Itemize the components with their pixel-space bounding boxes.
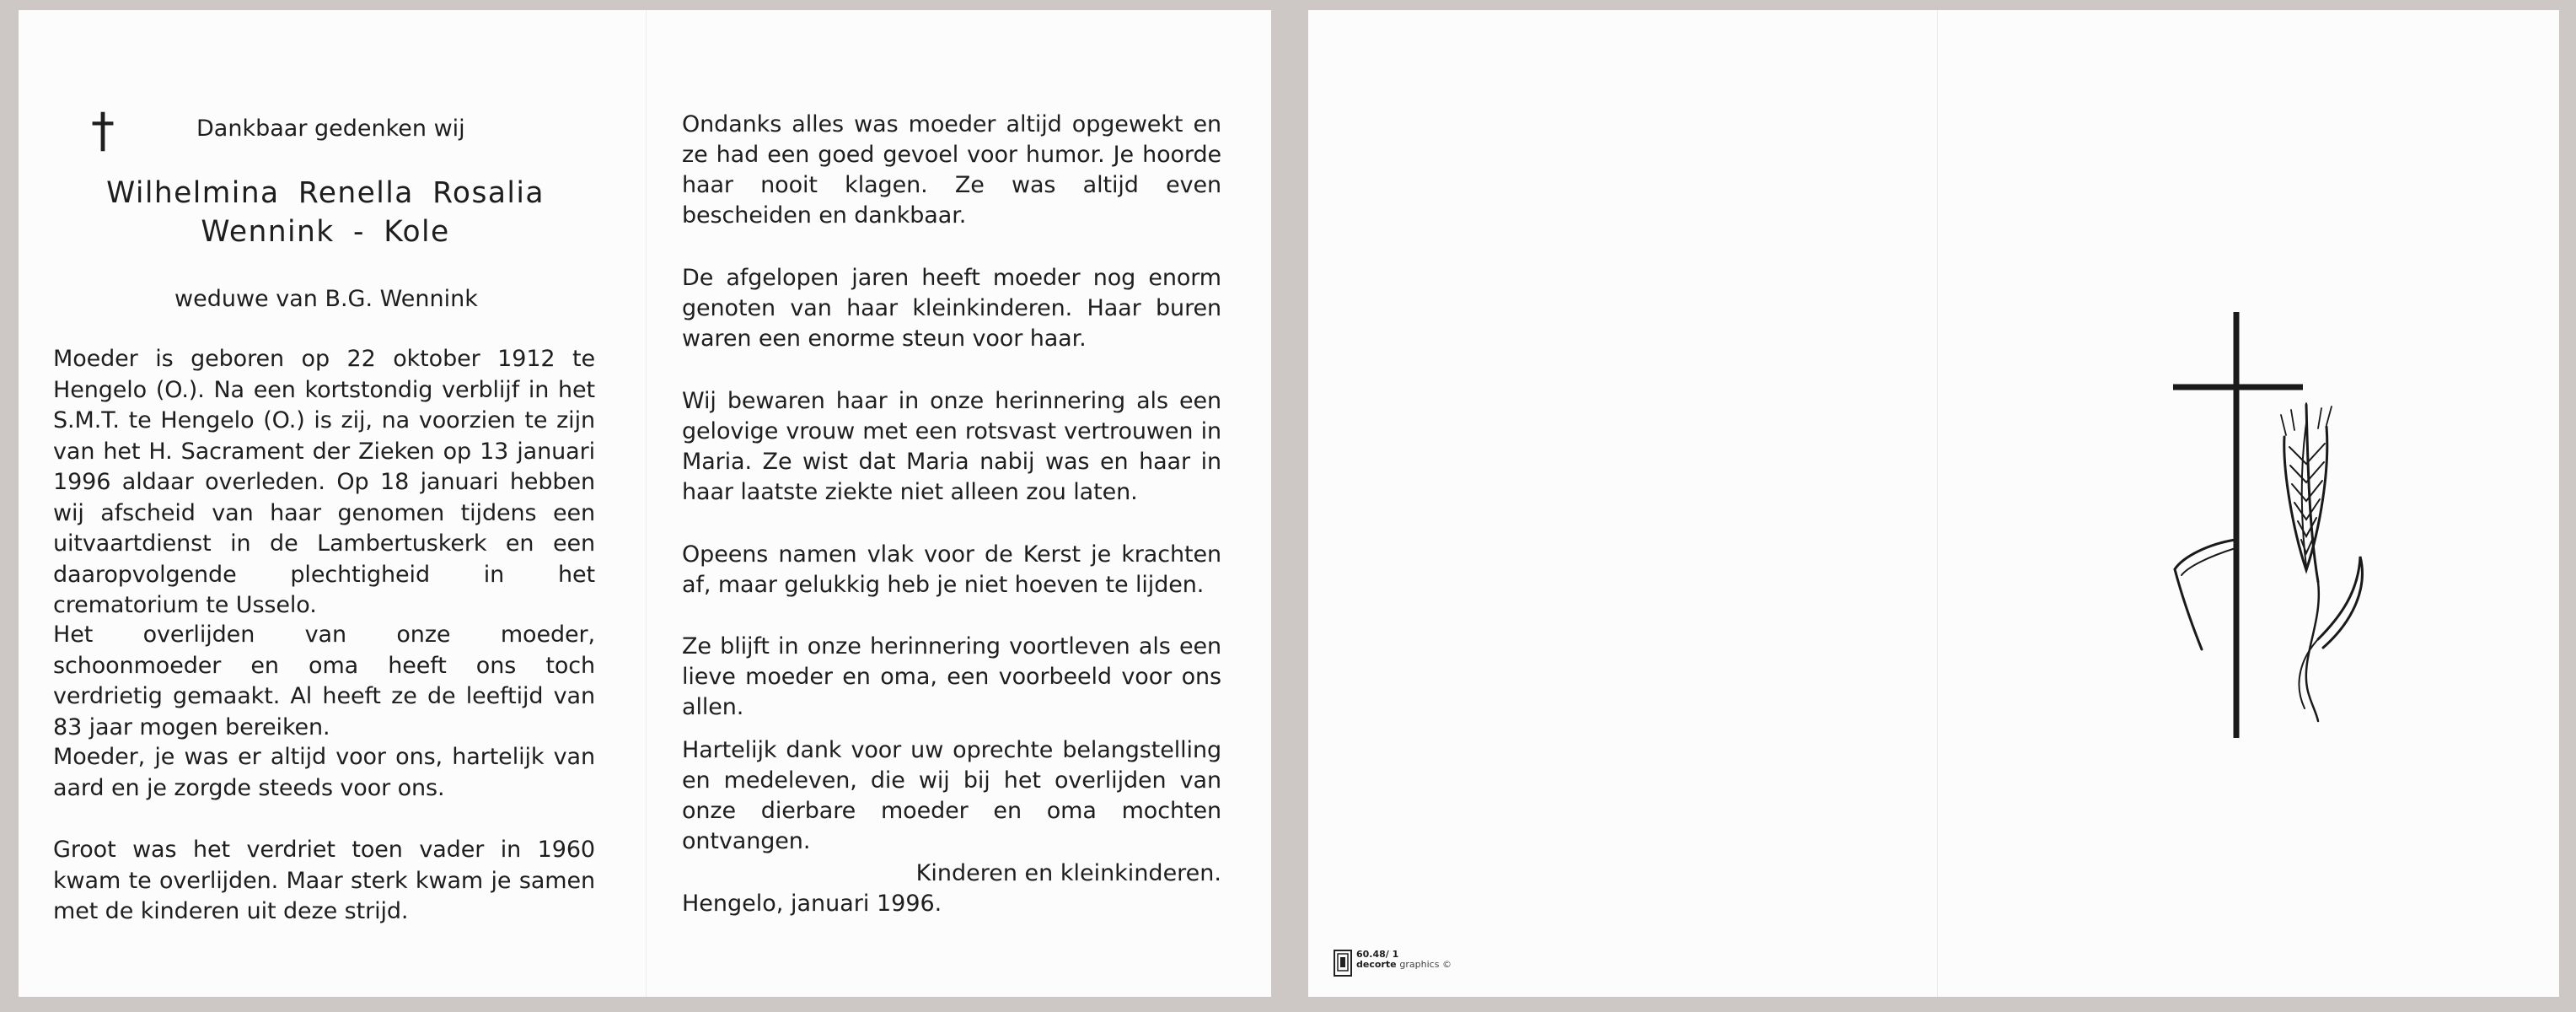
deceased-surname: Wennink - Kole <box>201 215 450 249</box>
printer-code: 60.48/ 1 <box>1356 949 1399 960</box>
printer-logo-icon <box>1334 950 1352 977</box>
fold-line <box>646 10 647 997</box>
obituary-paragraph: Ondanks alles was moeder altijd opgewekt en ze had een goed gevoel voor humor. Je hoorde haar nooit klagen. Ze was altijd even bescheiden en dankbaar. <box>682 111 1221 229</box>
widow-of-text: weduwe van B.G. Wennink <box>174 286 478 312</box>
obituary-paragraph: Moeder, je was er altijd voor ons, hartelijk van aard en je zorgde steeds voor ons. <box>53 744 595 801</box>
cross-icon: † <box>91 104 115 159</box>
fold-line <box>1937 10 1938 997</box>
cross-with-wheat-icon <box>2158 304 2377 751</box>
obituary-paragraph: Ze blijft in onze herinnering voortleven als een lieve moeder en oma, een voorbeeld voor ons allen. <box>682 633 1221 720</box>
obituary-paragraph: Hartelijk dank voor uw oprechte belangstelling en medeleven, die wij bij het overlijden van onze dierbare moeder en oma mochten ontvangen. <box>682 737 1221 854</box>
obituary-paragraph: Groot was het verdriet toen vader in 1960 kwam te overlijden. Maar sterk kwam je samen met de kinderen uit deze strijd. <box>53 837 595 924</box>
place-date: Hengelo, januari 1996. <box>682 891 942 917</box>
obituary-paragraph: De afgelopen jaren heeft moeder nog enorm genoten van haar kleinkinderen. Haar buren waren een enorme steun voor haar. <box>682 265 1221 352</box>
signature: Kinderen en kleinkinderen. <box>915 860 1221 886</box>
deceased-name: Wilhelmina Renella Rosalia <box>106 176 545 210</box>
printer-mark <box>1334 950 1452 977</box>
intro-text: Dankbaar gedenken wij <box>196 116 465 142</box>
obituary-paragraph: Moeder is geboren op 22 oktober 1912 te Hengelo (O.). Na een kortstondig verblijf in het S.M.T. te Hengelo (O.) is zij, na voorzien te zijn van het H. Sacrament der Zieken op 13 januari 1996 aldaar overleden. Op 18 januari hebben wij afscheid van haar genomen tijdens een uitvaartdienst in de Lambertuskerk en een daaropvolgende plechtigheid in het crematorium te Usselo. <box>53 346 595 618</box>
printer-info <box>1356 950 1452 970</box>
obituary-paragraph: Wij bewaren haar in onze herinnering als een gelovige vrouw met een rotsvast vertrouwen in Maria. Ze wist dat Maria nabij was en haar in haar laatste ziekte niet alleen zou laten. <box>682 388 1221 505</box>
obituary-paragraph: Opeens namen vlak voor de Kerst je krachten af, maar gelukkig heb je niet hoeven te lijden. <box>682 541 1221 598</box>
printer-brand: decorte graphics © <box>1356 959 1452 970</box>
obituary-paragraph: Het overlijden van onze moeder, schoonmoeder en oma heeft ons toch verdrietig gemaakt. Al heeft ze de leeftijd van 83 jaar mogen bereiken. <box>53 622 595 740</box>
